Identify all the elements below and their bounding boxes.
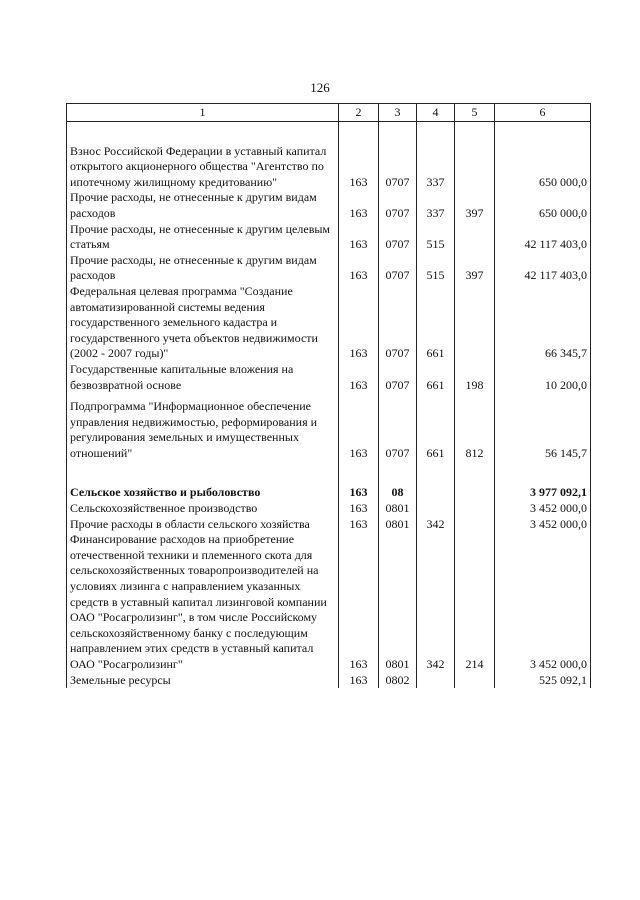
row-article-code: 515 <box>417 253 455 284</box>
row-ministry-code: 163 <box>339 362 379 393</box>
table-row <box>67 253 591 284</box>
row-ministry-code: 163 <box>339 485 379 501</box>
row-amount: 42 117 403,0 <box>495 253 591 284</box>
row-name: Земельные ресурсы <box>67 673 339 689</box>
row-amount: 3 977 092,1 <box>495 485 591 501</box>
row-article-code <box>417 485 455 501</box>
row-name: Государственные капитальные вложения на безвозвратной основе <box>67 362 339 393</box>
table-row <box>67 673 591 689</box>
row-name: Сельскохозяйственное производство <box>67 501 339 517</box>
table-row <box>67 517 591 533</box>
row-section-code: 0707 <box>379 362 417 393</box>
column-header-2: 2 <box>339 104 379 122</box>
row-section-code: 0802 <box>379 673 417 689</box>
row-name: Прочие расходы, не отнесенные к другим видам расходов <box>67 253 339 284</box>
row-expense-code: 812 <box>455 399 495 461</box>
row-ministry-code: 163 <box>339 501 379 517</box>
page-number: 126 <box>310 80 330 95</box>
row-ministry-code: 163 <box>339 190 379 221</box>
table-row <box>67 532 591 672</box>
row-section-code: 0707 <box>379 284 417 362</box>
row-article-code: 342 <box>417 517 455 533</box>
row-amount: 650 000,0 <box>495 190 591 221</box>
row-ministry-code: 163 <box>339 673 379 689</box>
row-article-code <box>417 501 455 517</box>
row-amount: 10 200,0 <box>495 362 591 393</box>
row-section-code: 0707 <box>379 190 417 221</box>
row-name: Прочие расходы в области сельского хозяйства <box>67 517 339 533</box>
row-amount: 650 000,0 <box>495 144 591 191</box>
table-row <box>67 284 591 362</box>
row-ministry-code: 163 <box>339 222 379 253</box>
row-expense-code: 214 <box>455 532 495 672</box>
row-expense-code: 397 <box>455 190 495 221</box>
row-amount: 3 452 000,0 <box>495 532 591 672</box>
row-article-code: 661 <box>417 399 455 461</box>
row-name: Прочие расходы, не отнесенные к другим видам расходов <box>67 190 339 221</box>
row-section-code: 0801 <box>379 501 417 517</box>
row-expense-code <box>455 501 495 517</box>
row-name: Подпрограмма "Информационное обеспечение управления недвижимостью, реформирования и регулирования земельных и имущественных отношений" <box>67 399 339 461</box>
row-section-code: 0707 <box>379 253 417 284</box>
table-row <box>67 501 591 517</box>
row-article-code <box>417 673 455 689</box>
table-row <box>67 190 591 221</box>
row-expense-code <box>455 485 495 501</box>
table-header-row <box>67 104 591 122</box>
budget-table <box>66 103 591 688</box>
row-ministry-code: 163 <box>339 532 379 672</box>
row-name: Прочие расходы, не отнесенные к другим целевым статьям <box>67 222 339 253</box>
column-header-6: 6 <box>495 104 591 122</box>
row-name: Взнос Российской Федерации в уставный капитал открытого акционерного общества "Агентство по ипотечному жилищному кредитованию" <box>67 144 339 191</box>
column-header-1: 1 <box>67 104 339 122</box>
row-article-code: 661 <box>417 284 455 362</box>
row-section-code: 0707 <box>379 144 417 191</box>
row-name: Сельское хозяйство и рыболовство <box>67 485 339 501</box>
table-row <box>67 362 591 393</box>
row-name: Федеральная целевая программа "Создание автоматизированной системы ведения государственного земельного кадастра и государственного учета объектов недвижимости (2002 - 2007 годы)" <box>67 284 339 362</box>
column-header-3: 3 <box>379 104 417 122</box>
table-row <box>67 144 591 191</box>
row-expense-code <box>455 222 495 253</box>
row-section-code: 08 <box>379 485 417 501</box>
row-ministry-code: 163 <box>339 253 379 284</box>
row-article-code: 661 <box>417 362 455 393</box>
row-name: Финансирование расходов на приобретение отечественной техники и племенного скота для сельскохозяйственных товаропроизводителей на условиях лизинга с направлением указанных средств в уставный капитал лизинговой компании ОАО "Росагролизинг", в том числе Российскому сельскохозяйственному банку с последующим направлением этих средств в уставный капитал ОАО "Росагролизинг" <box>67 532 339 672</box>
row-expense-code <box>455 517 495 533</box>
row-section-code: 0707 <box>379 222 417 253</box>
column-header-4: 4 <box>417 104 455 122</box>
row-ministry-code: 163 <box>339 284 379 362</box>
table-row <box>67 222 591 253</box>
row-article-code: 342 <box>417 532 455 672</box>
row-ministry-code: 163 <box>339 517 379 533</box>
row-article-code: 337 <box>417 190 455 221</box>
row-amount: 56 145,7 <box>495 399 591 461</box>
row-article-code: 337 <box>417 144 455 191</box>
section-row <box>67 485 591 501</box>
row-amount: 525 092,1 <box>495 673 591 689</box>
row-section-code: 0801 <box>379 517 417 533</box>
spacer-row <box>67 121 591 144</box>
row-expense-code <box>455 673 495 689</box>
row-section-code: 0801 <box>379 532 417 672</box>
table-row <box>67 399 591 461</box>
row-article-code: 515 <box>417 222 455 253</box>
row-expense-code <box>455 144 495 191</box>
row-expense-code: 198 <box>455 362 495 393</box>
spacer-row <box>67 461 591 485</box>
row-expense-code: 397 <box>455 253 495 284</box>
row-amount: 66 345,7 <box>495 284 591 362</box>
row-amount: 42 117 403,0 <box>495 222 591 253</box>
row-ministry-code: 163 <box>339 144 379 191</box>
row-amount: 3 452 000,0 <box>495 517 591 533</box>
row-section-code: 0707 <box>379 399 417 461</box>
column-header-5: 5 <box>455 104 495 122</box>
row-expense-code <box>455 284 495 362</box>
row-ministry-code: 163 <box>339 399 379 461</box>
row-amount: 3 452 000,0 <box>495 501 591 517</box>
